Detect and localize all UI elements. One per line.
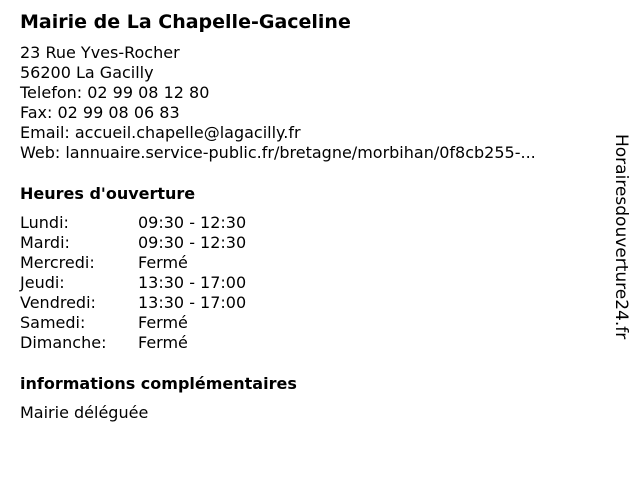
hours-row-wednesday [20,253,246,273]
additional-info-text: Mairie déléguée [20,403,149,422]
time-value: 13:30 - 17:00 [138,273,247,292]
address-street: 23 Rue Yves-Rocher [20,43,180,62]
fax-number: Fax: 02 99 08 06 83 [20,103,180,122]
address-city: 56200 La Gacilly [20,63,154,82]
day-label: Samedi: [20,313,86,332]
time-value: Fermé [138,313,188,332]
opening-hours-table [20,213,246,353]
page-title: Mairie de La Chapelle-Gaceline [20,11,351,33]
hours-row-saturday [20,313,246,333]
day-label: Mardi: [20,233,70,252]
hours-row-sunday [20,333,246,353]
time-value: Fermé [138,253,188,272]
hours-row-tuesday [20,233,246,253]
hours-row-monday [20,213,246,233]
email-address: Email: accueil.chapelle@lagacilly.fr [20,123,301,142]
additional-info-heading: informations complémentaires [20,374,297,393]
time-value: Fermé [138,333,188,352]
hours-row-friday [20,293,246,313]
site-watermark: Horairesdouverture24.fr [611,134,631,340]
day-label: Lundi: [20,213,69,232]
opening-hours-heading: Heures d'ouverture [20,184,196,203]
day-label: Mercredi: [20,253,95,272]
day-label: Jeudi: [20,273,65,292]
time-value: 09:30 - 12:30 [138,213,247,232]
phone-number: Telefon: 02 99 08 12 80 [20,83,210,102]
time-value: 09:30 - 12:30 [138,233,247,252]
day-label: Vendredi: [20,293,96,312]
hours-row-thursday [20,273,246,293]
time-value: 13:30 - 17:00 [138,293,247,312]
website-url: Web: lannuaire.service-public.fr/bretagne/morbihan/0f8cb255-... [20,143,536,162]
contact-block [20,43,536,163]
day-label: Dimanche: [20,333,107,352]
